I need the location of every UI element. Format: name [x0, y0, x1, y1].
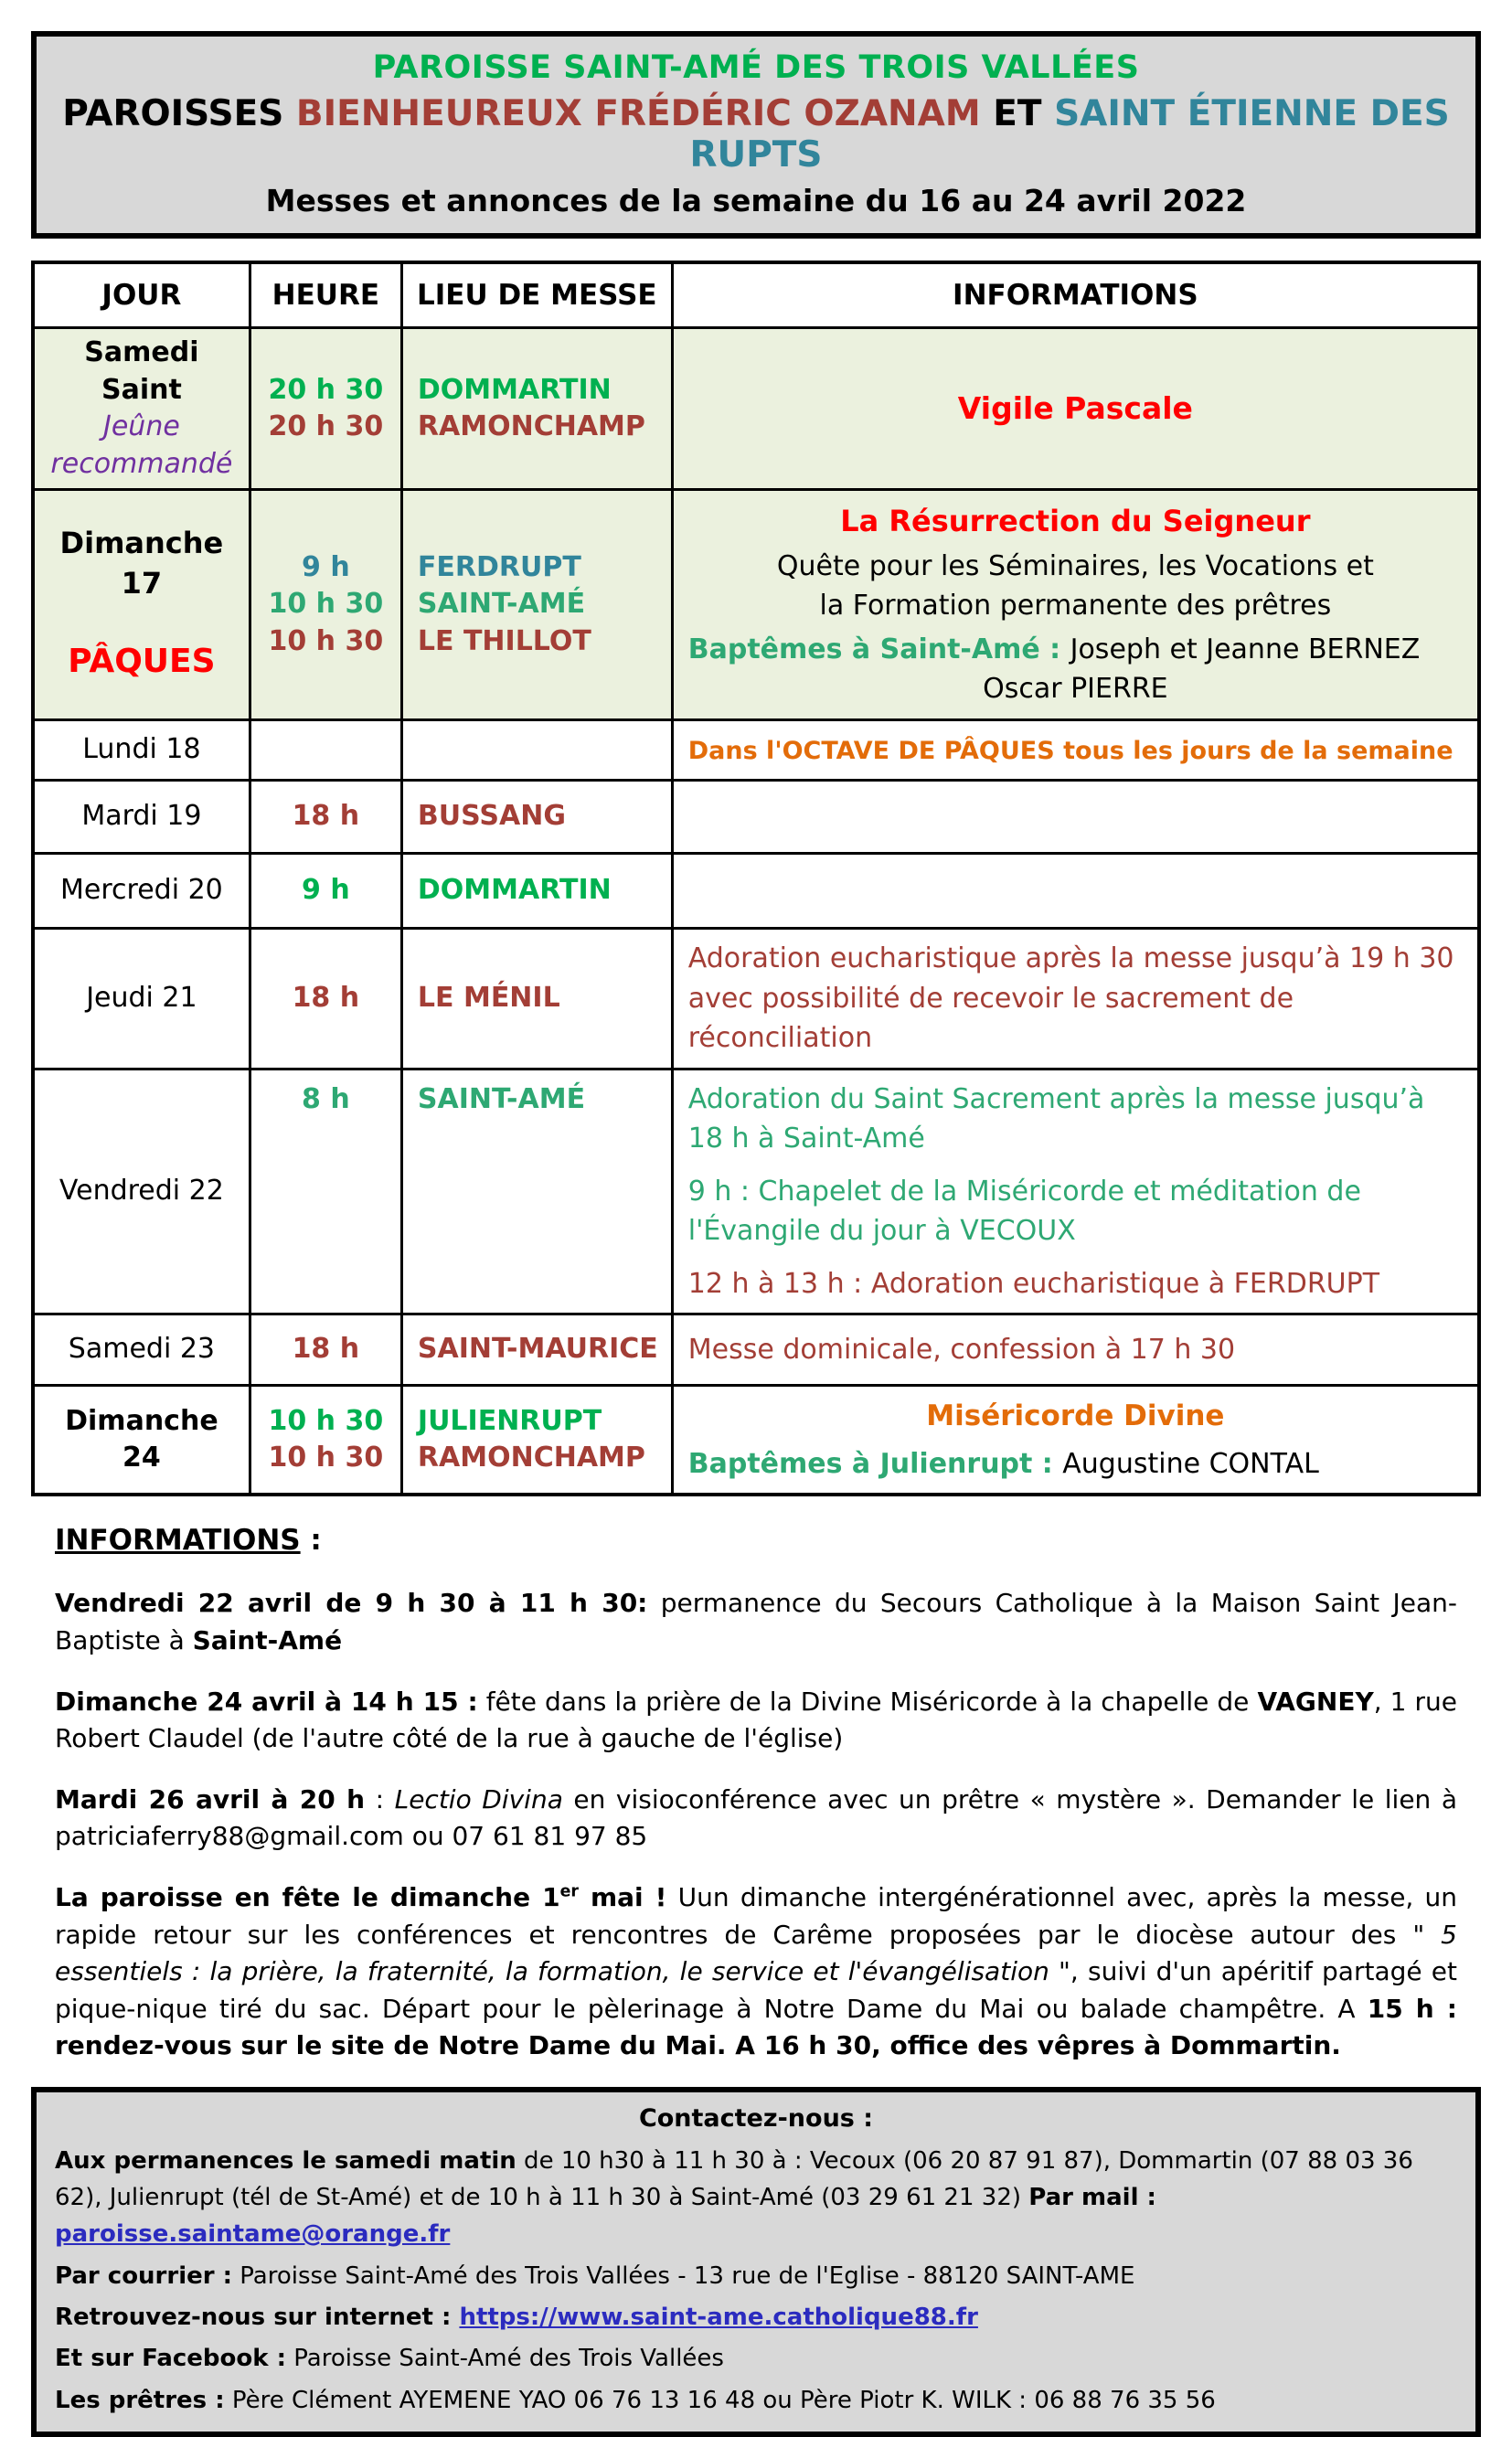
contact-line	[55, 2382, 1457, 2419]
table-row	[33, 328, 1479, 490]
table-row	[33, 781, 1479, 854]
text-span: Mercredi 20	[60, 874, 223, 907]
text-line	[262, 1081, 389, 1119]
text-span: Vendredi 22 avril de 9 h 30 à 11 h 30:	[55, 1588, 648, 1619]
text-line	[688, 586, 1463, 626]
text-span: en visioconférence avec un prêtre « mystère ». Demander le lien à patriciaferry88@gmail.com ou 07 61 81 97 85	[55, 1783, 1457, 1852]
text-span: Quête pour les Séminaires, les Vocations et	[776, 549, 1374, 582]
text-line	[46, 1403, 238, 1477]
text-line	[262, 586, 389, 623]
text-span: recommandé	[50, 447, 233, 480]
text-line	[46, 640, 238, 685]
text-span: Dimanche 24 avril à 14 h 15 :	[55, 1686, 478, 1717]
text-span: Samedi 23	[68, 1333, 215, 1366]
cell-heure	[250, 1386, 401, 1495]
text-line	[46, 335, 238, 409]
text-span: 9 h	[302, 874, 350, 907]
cell-jour	[33, 719, 250, 781]
cell-info	[672, 1069, 1479, 1314]
cell-heure	[250, 1069, 401, 1314]
text-span: Vigile Pascale	[957, 390, 1193, 427]
info-paragraph	[55, 1684, 1457, 1758]
table-row	[33, 490, 1479, 720]
cell-info	[672, 781, 1479, 854]
text-span: LE THILLOT	[417, 624, 591, 657]
cell-jour	[33, 328, 250, 490]
text-line	[688, 1080, 1463, 1159]
cell-jour	[33, 490, 250, 720]
text-span: Père Clément AYEMENE YAO 06 76 13 16 48 ou Père Piotr K. WILK : 06 88 76 35 56	[224, 2386, 1216, 2414]
text-line	[688, 1172, 1463, 1251]
text-span: Joseph et Jeanne BERNEZ	[1070, 633, 1421, 665]
text-span: la Formation permanente des prêtres	[819, 590, 1332, 622]
text-line	[262, 549, 389, 587]
text-line	[688, 669, 1463, 709]
text-span: Samedi Saint	[84, 336, 199, 406]
text-span: , suivi d'un apéritif partagé et pique-nique tiré du sac. Départ pour le pèlerinage à Notre Dame du Mai ou balade champêtre. A	[55, 1956, 1457, 2024]
text-span: Par courrier :	[55, 2261, 233, 2290]
cell-info	[672, 328, 1479, 490]
text-span: 20 h 30	[268, 373, 384, 406]
contact-box	[31, 2087, 1481, 2437]
table-header-row	[33, 262, 1479, 328]
text-line	[262, 1440, 389, 1477]
text-line	[688, 1444, 1463, 1485]
contact-line	[55, 2143, 1457, 2253]
text-line	[418, 1440, 660, 1477]
cell-info	[672, 929, 1479, 1070]
text-line	[262, 409, 389, 446]
text-span: ET	[980, 93, 1055, 134]
cell-jour	[33, 781, 250, 854]
text-line	[262, 1403, 389, 1441]
cell-lieu	[401, 781, 672, 854]
text-span: permanence du Secours Catholique à la Maison Saint Jean-Baptiste à	[55, 1588, 1457, 1655]
text-span: Messe dominicale, confession à 17 h 30	[687, 1333, 1236, 1366]
text-line	[262, 872, 389, 910]
text-span: 18 h	[292, 1333, 360, 1366]
info-paragraph	[55, 1782, 1457, 1856]
text-line	[262, 623, 389, 661]
text-line	[418, 980, 660, 1017]
cell-lieu	[401, 854, 672, 929]
table-row	[33, 1314, 1479, 1386]
text-span: Paroisse Saint-Amé des Trois Vallées	[286, 2345, 724, 2373]
text-span: Lundi 18	[82, 733, 201, 765]
text-line	[688, 1396, 1463, 1437]
cell-lieu	[401, 1314, 672, 1386]
informations-section	[31, 1520, 1481, 2064]
text-span: LE MÉNIL	[417, 982, 560, 1014]
text-span: BUSSANG	[417, 800, 566, 833]
contact-line	[55, 2299, 1457, 2336]
text-span: Dans l'OCTAVE DE PÂQUES tous les jours de la semaine	[687, 736, 1453, 765]
text-span: SAINT-AMÉ	[417, 588, 586, 620]
text-span: Mardi 26 avril à 20 h	[55, 1783, 366, 1814]
text-line	[688, 547, 1463, 587]
text-span: 10 h 30	[268, 624, 384, 657]
text-span: FERDRUPT	[417, 550, 581, 583]
text-span: 10 h 30	[268, 1442, 384, 1474]
cell-jour	[33, 929, 250, 1070]
text-line	[262, 980, 389, 1017]
cell-heure	[250, 719, 401, 781]
text-span: 10 h 30	[268, 588, 384, 620]
week-subtitle: Messes et annonces de la semaine du 16 au 24 avril 2022	[265, 183, 1247, 218]
text-span: Miséricorde Divine	[926, 1399, 1225, 1432]
text-line	[46, 980, 238, 1017]
text-span: Lectio Divina	[394, 1783, 563, 1814]
cell-heure	[250, 929, 401, 1070]
text-span: Augustine CONTAL	[1062, 1447, 1319, 1480]
table-row	[33, 1069, 1479, 1314]
text-line	[688, 630, 1463, 670]
info-paragraph	[55, 1585, 1457, 1659]
text-line	[688, 500, 1463, 543]
text-line	[418, 1081, 660, 1119]
col-header-jour: JOUR	[33, 262, 250, 328]
text-span: Retrouvez-nous sur internet :	[55, 2303, 460, 2331]
text-line	[418, 549, 660, 587]
text-span: " 5 essentiels : la prière, la fraternité, la formation, le service et l'évangélisation "	[55, 1919, 1457, 1987]
text-span: INFORMATIONS	[55, 1524, 301, 1558]
text-span: DOMMARTIN	[417, 874, 612, 907]
text-span: VAGNEY	[1257, 1686, 1374, 1717]
schedule-table	[31, 261, 1481, 1496]
text-line	[46, 409, 238, 446]
text-line	[688, 939, 1463, 1059]
text-line	[418, 1403, 660, 1441]
text-line	[46, 872, 238, 910]
text-line	[418, 872, 660, 910]
informations-paragraphs	[55, 1585, 1457, 2065]
text-span: :	[300, 1524, 322, 1558]
text-span: La paroisse en fête le dimanche 1	[55, 1881, 560, 1912]
text-line	[46, 798, 238, 835]
cell-heure	[250, 328, 401, 490]
text-span: Adoration du Saint Sacrement après la messe jusqu’à 18 h à Saint-Amé	[687, 1082, 1425, 1155]
informations-heading	[55, 1520, 1457, 1561]
text-span: er	[559, 1882, 579, 1901]
text-span: 12 h à 13 h : Adoration eucharistique à FERDRUPT	[687, 1267, 1380, 1300]
text-span: Jeudi 21	[86, 982, 197, 1014]
text-span: :	[365, 1783, 395, 1814]
contact-lines	[55, 2143, 1457, 2419]
cell-info	[672, 1314, 1479, 1386]
text-span: RAMONCHAMP	[417, 1442, 645, 1474]
text-line	[418, 623, 660, 661]
info-paragraph	[55, 1879, 1457, 2065]
text-span: Baptêmes à Julienrupt :	[687, 1447, 1063, 1480]
cell-lieu	[401, 1069, 672, 1314]
cell-heure	[250, 1314, 401, 1386]
text-span: Les prêtres :	[55, 2386, 225, 2414]
contact-line	[55, 2258, 1457, 2294]
text-span: Jeûne	[103, 410, 180, 442]
text-span: 20 h 30	[268, 410, 384, 442]
text-line	[688, 1330, 1463, 1370]
text-line	[262, 1331, 389, 1368]
text-span: 18 h	[292, 800, 360, 833]
text-span: 9 h : Chapelet de la Miséricorde et méditation de l'Évangile du jour à VECOUX	[687, 1175, 1361, 1247]
parishes-line-text	[44, 93, 1468, 176]
parishes-line	[44, 93, 1468, 176]
text-span: SAINT-AMÉ	[417, 1082, 586, 1115]
cell-jour	[33, 1386, 250, 1495]
table-row	[33, 719, 1479, 781]
text-line	[46, 446, 238, 484]
cell-lieu	[401, 719, 672, 781]
text-span: 15 h : rendez-vous sur le site de Notre Dame du Mai. A 16 h 30, office des vêpres à Dommartin.	[55, 1993, 1457, 2061]
text-span: SAINT-MAURICE	[417, 1333, 658, 1366]
header-box	[31, 31, 1481, 239]
text-span: Baptêmes à Saint-Amé :	[687, 633, 1070, 665]
email-link[interactable]: paroisse.saintame@orange.fr	[55, 2220, 451, 2249]
text-line	[46, 1173, 238, 1210]
table-row	[33, 1386, 1479, 1495]
cell-heure	[250, 490, 401, 720]
parish-title: PAROISSE SAINT-AMÉ DES TROIS VALLÉES	[372, 49, 1140, 86]
cell-lieu	[401, 328, 672, 490]
text-span: Par mail :	[1028, 2184, 1156, 2212]
text-span: BIENHEUREUX FRÉDÉRIC OZANAM	[295, 93, 981, 134]
text-span: Et sur Facebook :	[55, 2345, 287, 2373]
text-span: 18 h	[292, 982, 360, 1014]
text-span: Vendredi 22	[59, 1175, 224, 1207]
text-line	[262, 372, 389, 410]
text-line	[688, 387, 1463, 431]
text-span: 10 h 30	[268, 1404, 384, 1437]
text-span: SAINT ÉTIENNE DES RUPTS	[689, 93, 1450, 176]
cell-heure	[250, 854, 401, 929]
text-line	[262, 798, 389, 835]
col-header-heure: HEURE	[250, 262, 401, 328]
text-span: Oscar PIERRE	[983, 673, 1168, 705]
text-line	[418, 372, 660, 410]
cell-lieu	[401, 490, 672, 720]
contact-line	[55, 2340, 1457, 2377]
schedule-body	[33, 328, 1479, 1495]
table-row	[33, 854, 1479, 929]
text-line	[418, 1331, 660, 1368]
cell-jour	[33, 854, 250, 929]
text-span: JULIENRUPT	[417, 1404, 602, 1437]
text-span: Mardi 19	[81, 800, 202, 833]
text-line	[46, 524, 238, 603]
text-span: La Résurrection du Seigneur	[840, 504, 1311, 538]
website-link[interactable]: https://www.saint-ame.catholique88.fr	[459, 2303, 978, 2331]
text-span: DOMMARTIN	[417, 373, 612, 406]
informations-heading-text	[55, 1520, 1457, 1561]
text-span: de 10 h30 à 11 h 30 à : Vecoux (06 20 87 91 87), Dommartin (07 88 03 36 62), Julienrupt (tél de St-Amé) et de 10 h à 11 h 30 à Saint-Amé (03 29 61 21 32)	[55, 2146, 1413, 2212]
text-line	[46, 1331, 238, 1368]
text-line	[688, 730, 1463, 771]
text-span: Uun dimanche intergénérationnel avec, après la messe, un rapide retour sur les conférences et rencontres de Carême proposées par le diocèse autour des	[55, 1881, 1457, 1950]
text-span: , 1 rue Robert Claudel (de l'autre côté de la rue à gauche de l'église)	[55, 1686, 1458, 1754]
text-span: Dimanche 17	[59, 526, 224, 601]
cell-lieu	[401, 1386, 672, 1495]
text-span: Dimanche 24	[65, 1404, 218, 1474]
text-span: mai !	[578, 1881, 667, 1912]
text-span: RAMONCHAMP	[417, 410, 645, 442]
cell-lieu	[401, 929, 672, 1070]
text-span: Paroisse Saint-Amé des Trois Vallées - 13 rue de l'Eglise - 88120 SAINT-AME	[232, 2261, 1135, 2290]
text-line	[418, 409, 660, 446]
text-line	[418, 586, 660, 623]
text-span: fête dans la prière de la Divine Miséricorde à la chapelle de	[477, 1686, 1258, 1717]
text-span: Aux permanences le samedi matin	[55, 2146, 516, 2175]
text-span: Adoration eucharistique après la messe jusqu’à 19 h 30 avec possibilité de recevoir le sacrement de réconciliation	[687, 942, 1454, 1054]
text-line	[418, 798, 660, 835]
cell-jour	[33, 1069, 250, 1314]
cell-jour	[33, 1314, 250, 1386]
cell-info	[672, 490, 1479, 720]
col-header-informations: INFORMATIONS	[672, 262, 1479, 328]
text-span: Saint-Amé	[192, 1624, 343, 1655]
col-header-lieu: LIEU DE MESSE	[401, 262, 672, 328]
cell-info	[672, 1386, 1479, 1495]
text-span: 9 h	[302, 550, 350, 583]
cell-info	[672, 719, 1479, 781]
text-span: PÂQUES	[68, 643, 216, 681]
cell-info	[672, 854, 1479, 929]
text-span: PAROISSES	[62, 93, 296, 134]
contact-title: Contactez-nous :	[638, 2103, 874, 2133]
text-line	[688, 1264, 1463, 1304]
cell-heure	[250, 781, 401, 854]
text-span: 8 h	[302, 1082, 350, 1115]
text-line	[46, 731, 238, 769]
table-row	[33, 929, 1479, 1070]
